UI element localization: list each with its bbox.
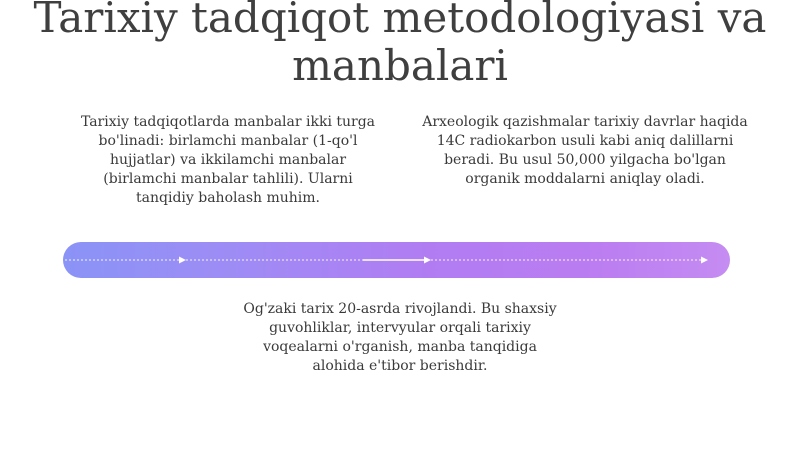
- text-block-sources: Tarixiy tadqiqotlarda manbalar ikki turga bo'linadi: birlamchi manbalar (1-qo'l hujjatlar) va ikkilamchi manbalar (birlamchi manbalar tahlili). Ularni tanqidiy baholash muhim.: [80, 114, 376, 206]
- text-block-oral-history: Og'zaki tarix 20-asrda rivojlandi. Bu shaxsiy guvohliklar, intervyular orqali tarixiy voqealarni o'rganish, manba tanqidiga alohida e'tibor berishdir.: [243, 301, 557, 374]
- page-title: Tarixiy tadqiqot metodologiyasi va manbalari: [33, 0, 767, 90]
- text-block-archaeology: Arxeologik qazishmalar tarixiy davrlar haqida 14C radiokarbon usuli kabi aniq dalillarni beradi. Bu usul 50,000 yilgacha bo'lgan organik moddalarni aniqlay oladi.: [422, 114, 748, 187]
- timeline-arrows: [63, 242, 730, 278]
- timeline-bar: [63, 242, 730, 278]
- arrow-head-1: [179, 257, 186, 264]
- arrow-head-3: [701, 257, 708, 264]
- arrow-head-2: [424, 257, 431, 264]
